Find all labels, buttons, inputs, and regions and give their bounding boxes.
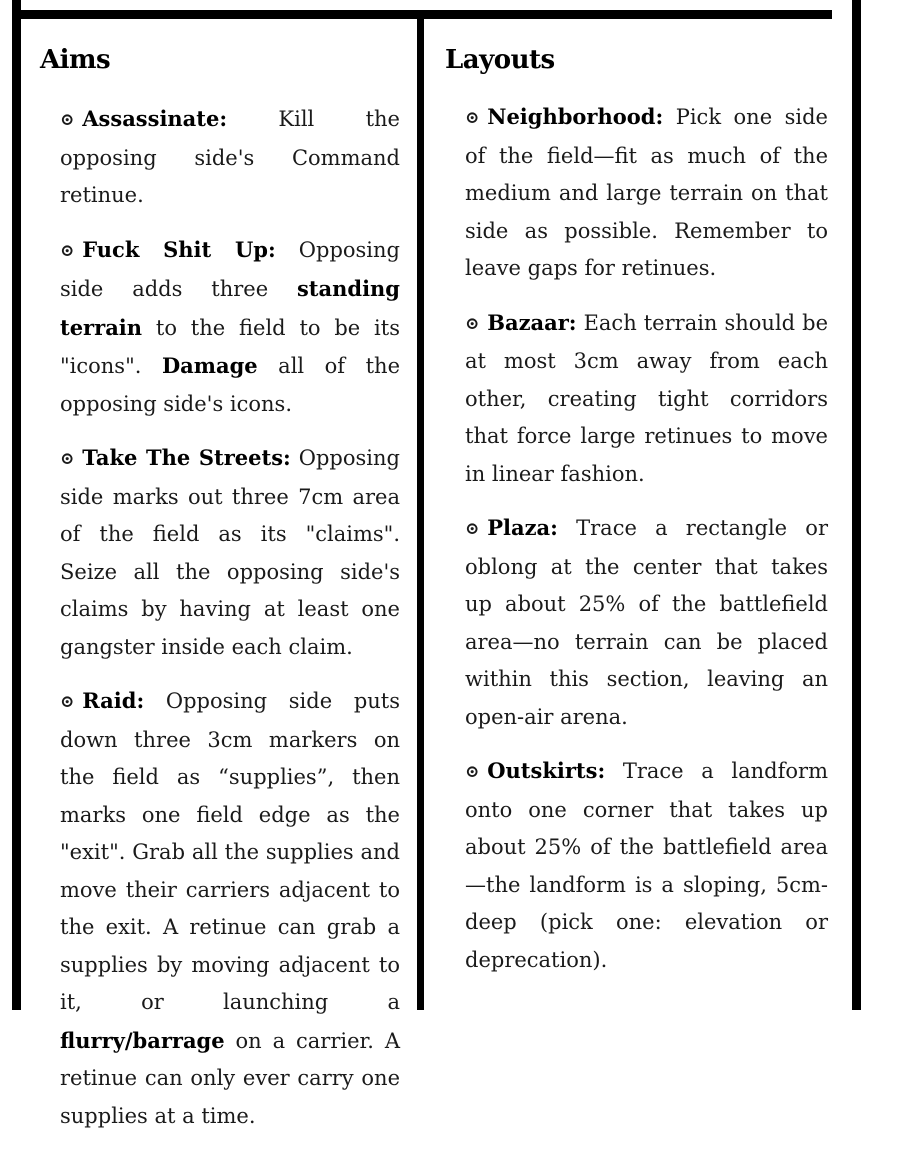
- entry-term: Fuck Shit Up:: [82, 236, 276, 262]
- bullet-icon: ⊙: [60, 110, 75, 130]
- right-border: [852, 0, 861, 1010]
- entry-term: Assassinate:: [82, 106, 228, 131]
- layouts-entry-neighborhood: [465, 98, 828, 288]
- entry-text: Trace a rectangle or oblong at the center that takes up about 25% of the battlefield area—no terrain can be placed within this section, leaving an open-air arena.: [465, 516, 828, 729]
- entry-term: Take The Streets:: [82, 445, 291, 470]
- entry-text: on a carrier. A retinue can only ever carry one supplies at a time.: [60, 1028, 400, 1128]
- keyword: flurry/barrage: [60, 1027, 225, 1053]
- bullet-icon: ⊙: [60, 692, 75, 712]
- bullet-icon: ⊙: [465, 313, 480, 334]
- aims-entry-take-the-streets: [60, 439, 400, 666]
- entry-text: Opposing side marks out three 7cm area of the field as its "claims". Seize all the opposing side's claims by having at least one gangster inside each claim.: [60, 446, 400, 659]
- keyword: Damage: [161, 353, 258, 378]
- aims-heading: Aims: [40, 45, 111, 75]
- entry-term: Plaza:: [487, 515, 558, 540]
- entry-term: Bazaar:: [487, 309, 577, 335]
- layouts-entry-bazaar: [465, 304, 828, 494]
- layouts-heading: Layouts: [445, 45, 555, 75]
- bullet-icon: ⊙: [465, 519, 480, 539]
- aims-entry-fuck-shit-up: [60, 231, 400, 424]
- entry-term: Outskirts:: [487, 758, 606, 783]
- aims-list: [60, 100, 400, 1151]
- layouts-entry-plaza: [465, 509, 828, 736]
- column-divider: [417, 16, 424, 1010]
- entry-text: to the field to be its "icons".: [60, 315, 400, 378]
- entry-text: all of the opposing side's icons.: [60, 354, 400, 416]
- bullet-icon: ⊙: [60, 240, 75, 261]
- entry-term: Raid:: [82, 688, 145, 713]
- bullet-icon: ⊙: [60, 449, 75, 469]
- layouts-list: [465, 98, 828, 995]
- bullet-icon: ⊙: [465, 108, 480, 128]
- entry-text: Kill the opposing side's Command retinue.: [60, 107, 400, 207]
- keyword: standing terrain: [60, 276, 400, 340]
- entry-text: Opposing side puts down three 3cm markers on the field as “supplies”, then marks one field edge as the "exit". Grab all the supplies and move their carriers adjacent to the exit. A retinue can grab a supplies by moving adjacent to it, or launching a: [60, 689, 400, 1014]
- entry-text: Each terrain should be at most 3cm away from each other, creating tight corridors that force large retinues to move in linear fashion.: [465, 310, 828, 486]
- layouts-entry-outskirts: [465, 752, 828, 979]
- left-border: [12, 0, 21, 1010]
- aims-entry-assassinate: [60, 100, 400, 215]
- entry-text: Opposing side adds three: [60, 237, 400, 301]
- entry-text: Trace a landform onto one corner that takes up about 25% of the battlefield area—the landform is a sloping, 5cm-deep (pick one: elevation or deprecation).: [465, 759, 828, 972]
- entry-text: Pick one side of the field—fit as much of the medium and large terrain on that side as possible. Remember to leave gaps for retinues.: [465, 105, 828, 280]
- bullet-icon: ⊙: [465, 762, 480, 782]
- aims-entry-raid: [60, 682, 400, 1135]
- entry-term: Neighborhood:: [487, 104, 664, 129]
